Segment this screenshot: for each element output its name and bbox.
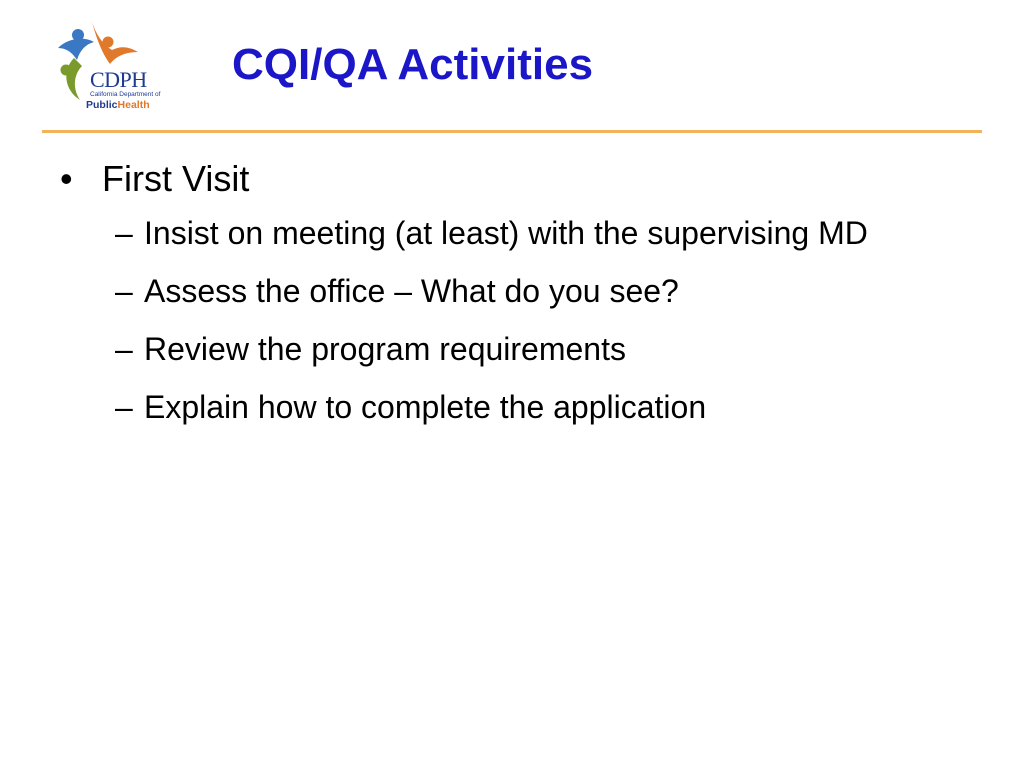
logo-department: California Department of [90,91,161,98]
bullet-item [60,155,960,203]
sub-bullet-item [60,385,960,429]
sub-bullet-item [60,269,960,313]
sub-bullet-text: Insist on meeting (at least) with the supervising MD [144,215,868,251]
sub-bullet-text: Review the program requirements [144,331,626,367]
title-divider [42,130,982,133]
sub-bullet-item [60,211,960,255]
dash-marker: – [115,331,133,367]
logo-public: Public [86,99,118,111]
cdph-logo [50,12,172,112]
sub-bullet-text: Explain how to complete the application [144,389,707,425]
sub-bullet-list [60,211,960,429]
bullet-marker: • [60,158,73,199]
dash-marker: – [115,389,133,425]
logo-public-health [86,99,150,111]
logo-acronym: CDPH [90,67,147,92]
slide-content [60,155,960,443]
slide-title: CQI/QA Activities [232,40,594,89]
sub-bullet-item [60,327,960,371]
bullet-text: First Visit [102,158,250,199]
sub-bullet-text: Assess the office – What do you see? [144,273,679,309]
logo-health: Health [117,99,150,111]
dash-marker: – [115,215,133,251]
dash-marker: – [115,273,133,309]
